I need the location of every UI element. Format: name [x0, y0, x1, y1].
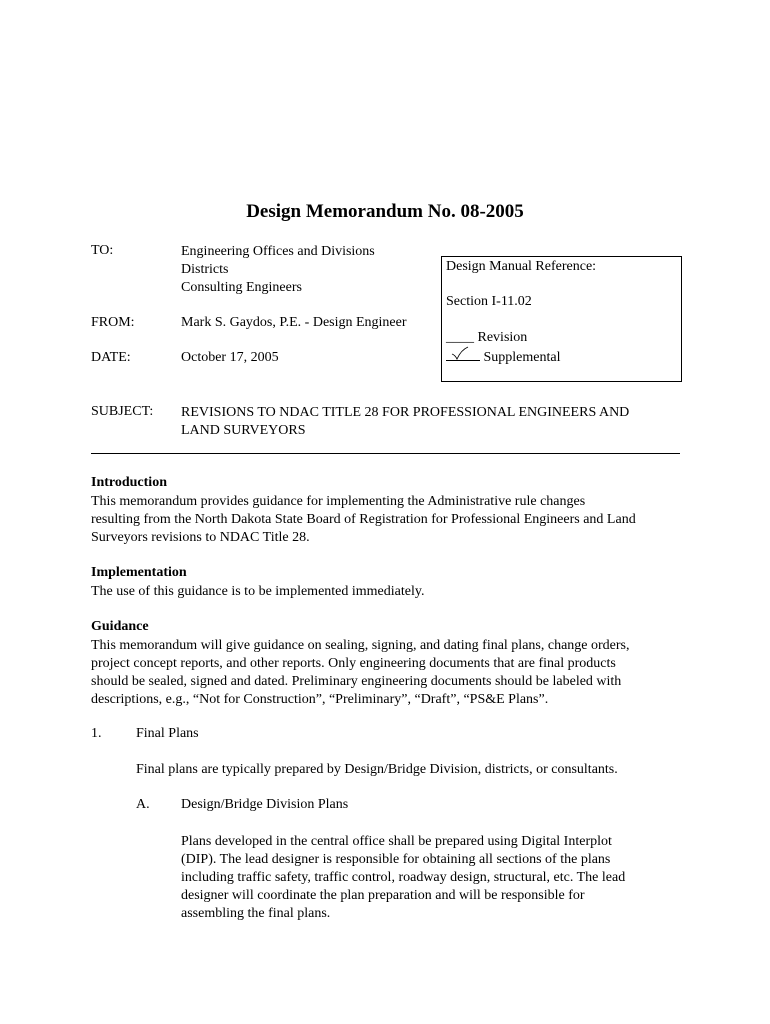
revision-label: Revision — [477, 330, 528, 345]
paragraph-line: project concept reports, and other reports. Only engineering documents that are final products — [91, 656, 616, 671]
subject-value — [181, 404, 629, 440]
supplemental-option — [446, 348, 561, 366]
paragraph-line: Surveyors revisions to NDAC Title 28. — [91, 530, 310, 545]
paragraph-line: (DIP). The lead designer is responsible for obtaining all sections of the plans — [181, 852, 611, 867]
supplemental-check-icon — [446, 348, 480, 366]
to-line: Consulting Engineers — [181, 280, 302, 295]
revision-blank: ____ — [446, 330, 474, 345]
subject-line: LAND SURVEYORS — [181, 423, 306, 438]
guidance-heading: Guidance — [91, 619, 149, 634]
paragraph-line: should be sealed, signed and dated. Preliminary engineering documents should be labeled with — [91, 674, 622, 689]
paragraph-line: This memorandum provides guidance for implementing the Administrative rule changes — [91, 494, 586, 509]
to-line: Districts — [181, 262, 229, 277]
paragraph-line: This memorandum will give guidance on sealing, signing, and dating final plans, change orders, — [91, 638, 630, 653]
item-1-number: 1. — [91, 726, 102, 741]
guidance-text — [91, 637, 691, 709]
paragraph-line: resulting from the North Dakota State Board of Registration for Professional Engineers and Land — [91, 512, 636, 527]
memo-title: Design Memorandum No. 08-2005 — [246, 201, 524, 222]
item-a-letter: A. — [136, 797, 150, 812]
implementation-heading: Implementation — [91, 565, 187, 580]
divider — [91, 453, 680, 454]
date-value: October 17, 2005 — [181, 350, 279, 365]
item-a-text — [181, 833, 681, 923]
subject-line: REVISIONS TO NDAC TITLE 28 FOR PROFESSIONAL ENGINEERS AND — [181, 405, 630, 420]
item-a-title: Design/Bridge Division Plans — [181, 797, 349, 812]
reference-section: Section I-11.02 — [446, 294, 532, 309]
revision-option — [446, 330, 527, 346]
introduction-text — [91, 493, 691, 547]
from-value: Mark S. Gaydos, P.E. - Design Engineer — [181, 315, 407, 330]
subject-label: SUBJECT: — [91, 404, 154, 419]
to-line: Engineering Offices and Divisions — [181, 244, 375, 259]
supplemental-label: Supplemental — [483, 350, 561, 365]
introduction-heading: Introduction — [91, 475, 167, 490]
to-label: TO: — [91, 243, 114, 258]
paragraph-line: designer will coordinate the plan preparation and will be responsible for — [181, 888, 585, 903]
paragraph-line: assembling the final plans. — [181, 906, 331, 921]
to-recipients — [181, 243, 375, 297]
reference-heading: Design Manual Reference: — [446, 259, 597, 274]
design-manual-reference-box — [441, 256, 682, 382]
from-label: FROM: — [91, 315, 135, 330]
paragraph-line: Plans developed in the central office shall be prepared using Digital Interplot — [181, 834, 612, 849]
item-1-text: Final plans are typically prepared by Design/Bridge Division, districts, or consultants. — [136, 762, 618, 777]
paragraph-line: including traffic safety, traffic control, roadway design, structural, etc. The lead — [181, 870, 626, 885]
item-1-title: Final Plans — [136, 726, 199, 741]
paragraph-line: The use of this guidance is to be implemented immediately. — [91, 584, 425, 599]
paragraph-line: descriptions, e.g., “Not for Construction”, “Preliminary”, “Draft”, “PS&E Plans”. — [91, 692, 549, 707]
date-label: DATE: — [91, 350, 131, 365]
implementation-text — [91, 583, 691, 601]
